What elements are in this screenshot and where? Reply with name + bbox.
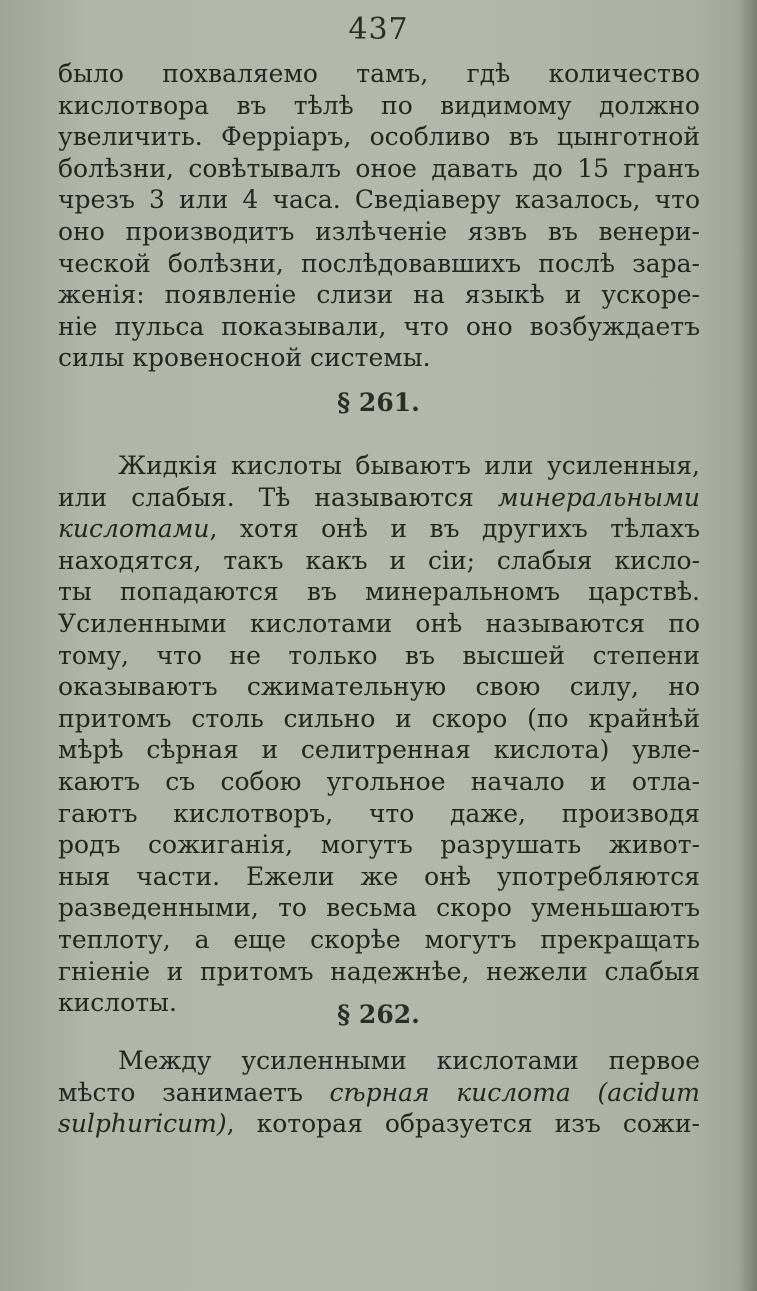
text-line — [58, 513, 700, 545]
text-line: притомъ столь сильно и скоро (по крайнѣй — [58, 703, 700, 733]
text-line: оказываютъ сжимательную свою силу, но — [58, 672, 700, 702]
text-line: оно производитъ излѣченіе язвъ въ венери- — [58, 216, 700, 246]
text-line: находятся, такъ какъ и сіи; слабыя кисло- — [58, 545, 700, 575]
text-line: кислоты. — [58, 988, 177, 1018]
text-line: Усиленными кислотами онѣ называются по — [58, 608, 700, 638]
italic-term: кислотами — [58, 514, 210, 544]
italic-term: сѣрная кислота (acidum — [329, 1077, 700, 1107]
text-line: чрезъ 3 или 4 часа. Сведіаверу казалось, что — [58, 185, 700, 215]
text-run: , хотя онѣ и въ другихъ тѣлахъ — [209, 514, 700, 544]
paragraph-continuation — [58, 58, 700, 374]
text-line: тому, что не только въ высшей степени — [58, 640, 700, 670]
text-line: родъ сожиганія, могутъ разрушать живот- — [58, 830, 700, 860]
text-run: или слабыя. Тѣ называются — [58, 482, 498, 512]
text-run: , которая образуется изъ сожи- — [226, 1109, 700, 1139]
text-line: болѣзни, совѣтывалъ оное давать до 15 гранъ — [58, 153, 700, 183]
page-spine-shadow — [739, 0, 757, 1291]
text-line: ніе пульса показывали, что оно возбуждаетъ — [58, 311, 700, 341]
text-line: ческой болѣзни, послѣдовавшихъ послѣ зара- — [58, 248, 700, 278]
text-line: Жидкія кислоты бываютъ или усиленныя, — [118, 451, 700, 480]
text-line: увеличить. Ферріаръ, особливо въ цынготной — [58, 122, 700, 152]
text-line: Между усиленными кислотами первое — [118, 1046, 700, 1075]
text-line: ныя части. Ежели же онѣ употребляются — [58, 861, 700, 891]
italic-term: минеральными — [497, 482, 700, 512]
text-line: гніеніе и притомъ надежнѣе, нежели слабыя — [58, 956, 700, 986]
paragraph-262 — [58, 1045, 700, 1140]
text-line: кислотвора въ тѣлѣ по видимому должно — [58, 90, 700, 120]
text-line — [58, 1077, 700, 1109]
text-line: силы кровеносной системы. — [58, 343, 431, 373]
text-line: гаютъ кислотворъ, что даже, производя — [58, 798, 700, 828]
italic-term: sulphuricum) — [58, 1109, 227, 1139]
page-number: 437 — [348, 12, 409, 47]
paragraph-261 — [58, 450, 700, 1019]
text-run: мѣсто занимаетъ — [58, 1077, 330, 1107]
text-line: разведенными, то весьма скоро уменьшаютъ — [58, 893, 700, 923]
text-line: было похваляемо тамъ, гдѣ количество — [58, 59, 700, 88]
text-line — [58, 482, 700, 514]
text-line: каютъ съ собою угольное начало и отла- — [58, 766, 700, 796]
text-line: женія: появленіе слизи на языкѣ и ускоре- — [58, 280, 700, 310]
text-line: ты попадаются въ минеральномъ царствѣ. — [58, 577, 700, 607]
section-heading-261: § 261. — [337, 388, 420, 417]
text-line: мѣрѣ сѣрная и селитренная кислота) увле- — [58, 735, 700, 765]
text-line — [58, 1108, 700, 1140]
text-line: теплоту, а еще скорѣе могутъ прекращать — [58, 924, 700, 954]
section-heading-262: § 262. — [337, 1000, 420, 1029]
